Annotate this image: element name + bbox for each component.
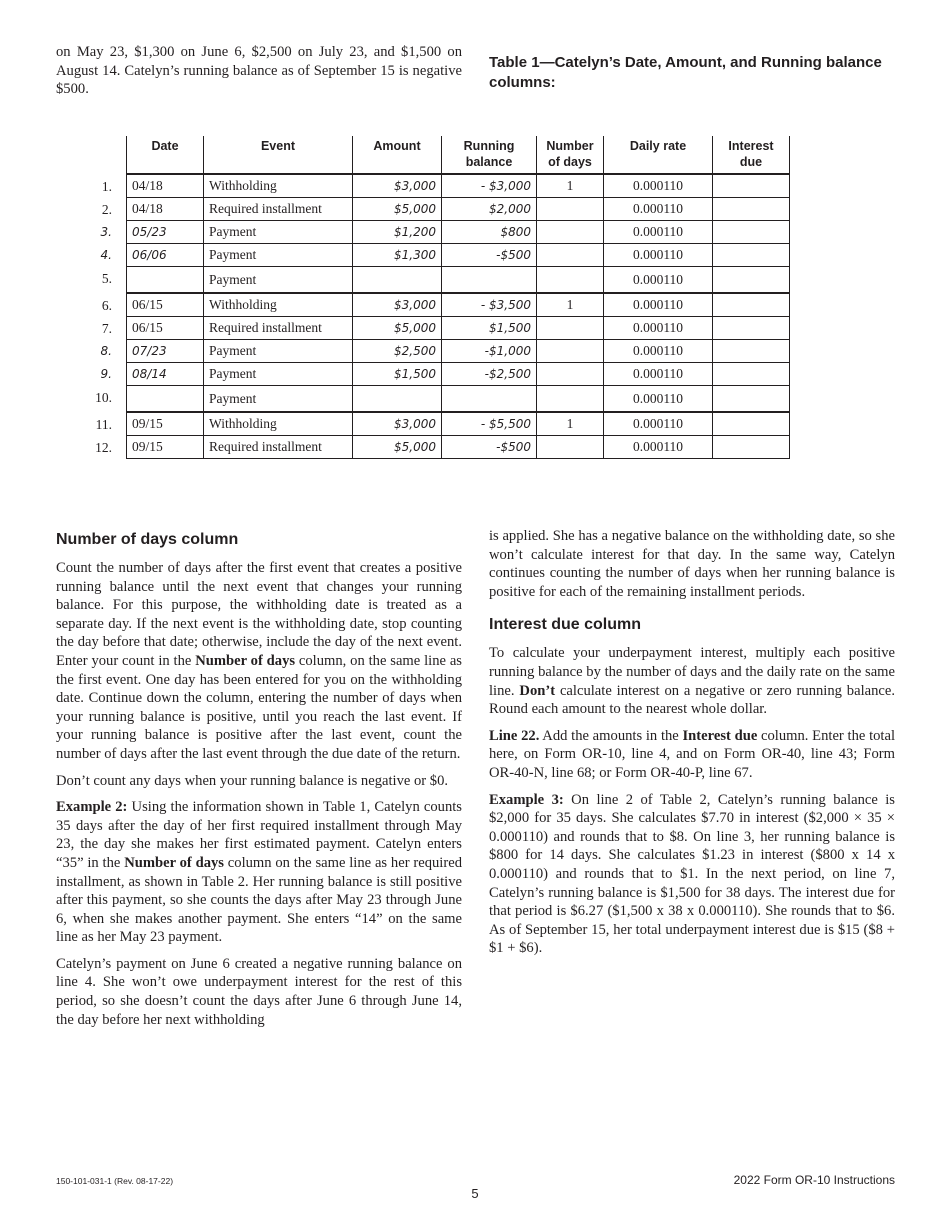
row-number: 4. — [100, 248, 112, 262]
row-event: Withholding — [204, 412, 353, 436]
table-row — [127, 340, 790, 363]
row-number: 1. — [101, 179, 112, 194]
row-running-balance: - $3,500 — [442, 293, 537, 317]
row-amount: $3,000 — [353, 174, 442, 198]
row-date: 08/14 9. — [127, 363, 204, 386]
row-date — [101, 267, 204, 294]
row-amount: $2,500 — [353, 340, 442, 363]
row-daily-rate: 0.000110 — [604, 267, 713, 294]
row-event: Payment — [204, 267, 353, 294]
row-amount: $3,000 — [353, 412, 442, 436]
row-amount: $3,000 — [353, 293, 442, 317]
row-event: Payment — [204, 340, 353, 363]
row-date: 04/18 2. — [127, 198, 204, 221]
text-run: Don’t count any days when your running balance is negative or $0. — [56, 772, 449, 789]
row-daily-rate: 0.000110 — [604, 363, 713, 386]
paragraph — [489, 791, 895, 958]
table1-title: Table 1—Catelyn’s Date, Amount, and Running balance columns: — [489, 54, 882, 91]
row-date: 06/06 4. — [127, 244, 204, 267]
row-interest-due — [713, 198, 790, 221]
bold-text: Line 22. — [489, 727, 540, 744]
row-interest-due — [713, 317, 790, 340]
row-interest-due — [713, 340, 790, 363]
row-running-balance: - $5,500 — [442, 412, 537, 436]
bold-text: Example 2: — [56, 799, 128, 816]
row-daily-rate: 0.000110 — [604, 317, 713, 340]
table-row — [127, 267, 790, 294]
bold-text: Number of days — [124, 854, 224, 871]
table-row — [127, 436, 790, 459]
row-daily-rate: 0.000110 — [604, 436, 713, 459]
text-run: Count the number of days after the first event that creates a positive running balance until the next event that changes your running balance. For this purpose, the withholding date is treated as a separate day. If the next event is the withholding date, stop counting the day before that date; otherwise, include the day of the next event. Enter your count in the — [56, 560, 462, 669]
row-interest-due — [713, 221, 790, 244]
table-row — [127, 317, 790, 340]
row-running-balance: $1,500 — [442, 317, 537, 340]
row-number-of-days — [537, 244, 604, 267]
table-row — [127, 244, 790, 267]
row-interest-due — [713, 436, 790, 459]
row-date: 04/18 1. — [127, 174, 204, 198]
row-number-of-days: 1 — [537, 174, 604, 198]
row-event: Required installment — [204, 198, 353, 221]
table1 — [95, 136, 790, 459]
continued-paragraph — [489, 527, 895, 601]
paragraph — [56, 798, 462, 947]
row-amount: $1,300 — [353, 244, 442, 267]
row-number-of-days — [537, 198, 604, 221]
table-row — [127, 221, 790, 244]
bold-text: Example 3: — [489, 791, 564, 808]
row-number: 8. — [100, 344, 112, 358]
row-event: Payment — [204, 244, 353, 267]
row-running-balance: -$500 — [442, 244, 537, 267]
intro-paragraph: on May 23, $1,300 on June 6, $2,500 on July 23, and $1,500 on August 14. Catelyn’s running balance as of September 15 is negative $500. — [56, 44, 462, 98]
text-run: To calculate your underpayment interest, multiply each positive running balance by the number of days and the daily rate on the same line. — [489, 645, 895, 699]
row-event: Payment — [204, 363, 353, 386]
row-date — [95, 386, 204, 413]
row-amount: $5,000 — [353, 317, 442, 340]
row-number-of-days — [537, 340, 604, 363]
row-date: 07/23 8. — [127, 340, 204, 363]
row-event: Required installment — [204, 317, 353, 340]
row-number-of-days: 1 — [537, 412, 604, 436]
row-event: Payment — [204, 386, 353, 413]
table-row — [127, 412, 790, 436]
text-run: Add the amounts in the — [539, 727, 683, 744]
table-row — [127, 174, 790, 198]
row-daily-rate: 0.000110 — [604, 244, 713, 267]
row-interest-due — [713, 412, 790, 436]
text-run: column. Enter the total here, on Form OR-10, line 4, and on Form OR-40, line 43; Form OR-40-N, line 68; or Form OR-40-P, line 67. — [489, 727, 896, 781]
row-running-balance: -$2,500 — [442, 363, 537, 386]
table-header-row — [127, 136, 790, 174]
row-running-balance: $800 — [442, 221, 537, 244]
paragraph — [489, 644, 895, 718]
row-number: 12. — [95, 440, 112, 455]
row-event: Required installment — [204, 436, 353, 459]
paragraph — [56, 772, 462, 791]
text-run: is applied. She has a negative balance on the withholding date, so she won’t calculate interest for that day. In the same way, Catelyn continues counting the number of days when her running balance is positive for each of the remaining installment periods. — [489, 528, 895, 600]
right-column — [489, 527, 895, 966]
header-date: Date — [127, 136, 204, 174]
row-daily-rate: 0.000110 — [604, 198, 713, 221]
table-row — [127, 363, 790, 386]
header-event: Event — [204, 136, 353, 174]
row-daily-rate: 0.000110 — [604, 174, 713, 198]
table-row — [127, 293, 790, 317]
row-running-balance: $2,000 — [442, 198, 537, 221]
paragraph — [489, 727, 895, 783]
row-amount: $5,000 — [353, 436, 442, 459]
row-number: 5. — [101, 271, 112, 286]
row-event: Withholding — [204, 174, 353, 198]
text-run: On line 2 of Table 2, Catelyn’s running balance is $2,000 for 35 days. She calculates $7.70 in interest ($2,000 × 35 × 0.000110) and rounds that to $8. On line 3, her running balance is $800 for 14 days. She calculates $1.23 in interest ($800 x 14 x 0.000110) and rounds that to $1. In the next period, on line 7, Catelyn’s running balance is $1,500 for 38 days. The interest due for that period is $6.27 ($1,500 x 38 x 0.000110). She rounds that to $6. As of September 15, her total underpayment interest due is $15 ($8 + $1 + $6). — [489, 791, 895, 957]
row-amount: $1,200 — [353, 221, 442, 244]
row-running-balance: -$500 — [442, 436, 537, 459]
row-daily-rate: 0.000110 — [604, 221, 713, 244]
bold-text: Don’t — [519, 682, 556, 699]
footer-title: 2022 Form OR-10 Instructions — [733, 1173, 895, 1187]
row-number: 7. — [101, 321, 112, 336]
row-number-of-days: 1 — [537, 293, 604, 317]
row-number: 3. — [100, 225, 112, 239]
row-number-of-days — [537, 317, 604, 340]
row-number: 6. — [101, 298, 112, 313]
header-interest-due: Interest due — [713, 136, 790, 174]
form-number: 150-101-031-1 (Rev. 08-17-22) — [56, 1176, 174, 1186]
paragraph — [56, 955, 462, 1029]
row-number-of-days — [537, 386, 604, 413]
row-interest-due — [713, 293, 790, 317]
row-daily-rate: 0.000110 — [604, 412, 713, 436]
row-daily-rate: 0.000110 — [604, 386, 713, 413]
text-run: calculate interest on a negative or zero running balance. Round each amount to the nearest whole dollar. — [489, 682, 896, 718]
row-running-balance — [442, 267, 537, 294]
row-number: 10. — [95, 390, 112, 405]
row-amount — [353, 386, 442, 413]
row-number-of-days — [537, 221, 604, 244]
row-amount: $5,000 — [353, 198, 442, 221]
row-date: 09/15 11. — [127, 412, 204, 436]
row-amount: $1,500 — [353, 363, 442, 386]
row-number-of-days — [537, 267, 604, 294]
row-interest-due — [713, 363, 790, 386]
row-date: 06/15 7. — [127, 317, 204, 340]
row-event: Payment — [204, 221, 353, 244]
text-run: Using the information shown in Table 1, Catelyn counts 35 days after the day of her first required installment through May 23, the day she makes her first estimated payment. Catelyn enters “35” in the — [56, 799, 462, 871]
row-interest-due — [713, 267, 790, 294]
row-date: 09/15 12. — [127, 436, 204, 459]
row-interest-due — [713, 386, 790, 413]
row-date: 06/15 6. — [127, 293, 204, 317]
header-daily-rate: Daily rate — [604, 136, 713, 174]
row-number: 9. — [100, 367, 112, 381]
row-number: 11. — [95, 417, 112, 432]
row-date: 05/23 3. — [127, 221, 204, 244]
row-interest-due — [713, 244, 790, 267]
text-run: Catelyn’s payment on June 6 created a negative running balance on line 4. She won’t owe underpayment interest for the rest of this period, so she doesn’t count the days after June 6 through June 14, the day before her next withholding — [56, 955, 462, 1028]
text-run: column, on the same line as the first event. One day has been entered for you on the withholding date. Continue down the column, entering the number of days when your running balance is positive, until you reach the last event. If your running balance is positive after the last event, count the number of days after the last event through the due date of the return. — [56, 652, 462, 762]
row-number: 2. — [101, 202, 112, 217]
bold-text: Interest due — [682, 727, 758, 744]
header-running-balance: Running balance — [442, 136, 537, 174]
row-running-balance: -$1,000 — [442, 340, 537, 363]
table-row — [127, 198, 790, 221]
row-running-balance: - $3,000 — [442, 174, 537, 198]
row-amount — [353, 267, 442, 294]
row-daily-rate: 0.000110 — [604, 293, 713, 317]
left-column — [56, 530, 462, 1037]
header-amount: Amount — [353, 136, 442, 174]
row-number-of-days — [537, 436, 604, 459]
bold-text: Number of days — [195, 652, 296, 669]
row-running-balance — [442, 386, 537, 413]
text-run: column on the same line as her required installment, as shown in Table 2. Her running balance is still positive after this payment, so she counts the days after May 23 through June 6, when she makes another payment. She enters “14” on the same line as her May 23 payment. — [56, 854, 462, 946]
row-number-of-days — [537, 363, 604, 386]
header-number-of-days: Number of days — [537, 136, 604, 174]
row-interest-due — [713, 174, 790, 198]
row-event: Withholding — [204, 293, 353, 317]
paragraph — [56, 559, 462, 764]
interest-due-heading: Interest due column — [489, 616, 642, 634]
page-number: 5 — [471, 1186, 479, 1201]
table-row — [127, 386, 790, 413]
row-daily-rate: 0.000110 — [604, 340, 713, 363]
number-of-days-heading: Number of days column — [56, 531, 239, 548]
